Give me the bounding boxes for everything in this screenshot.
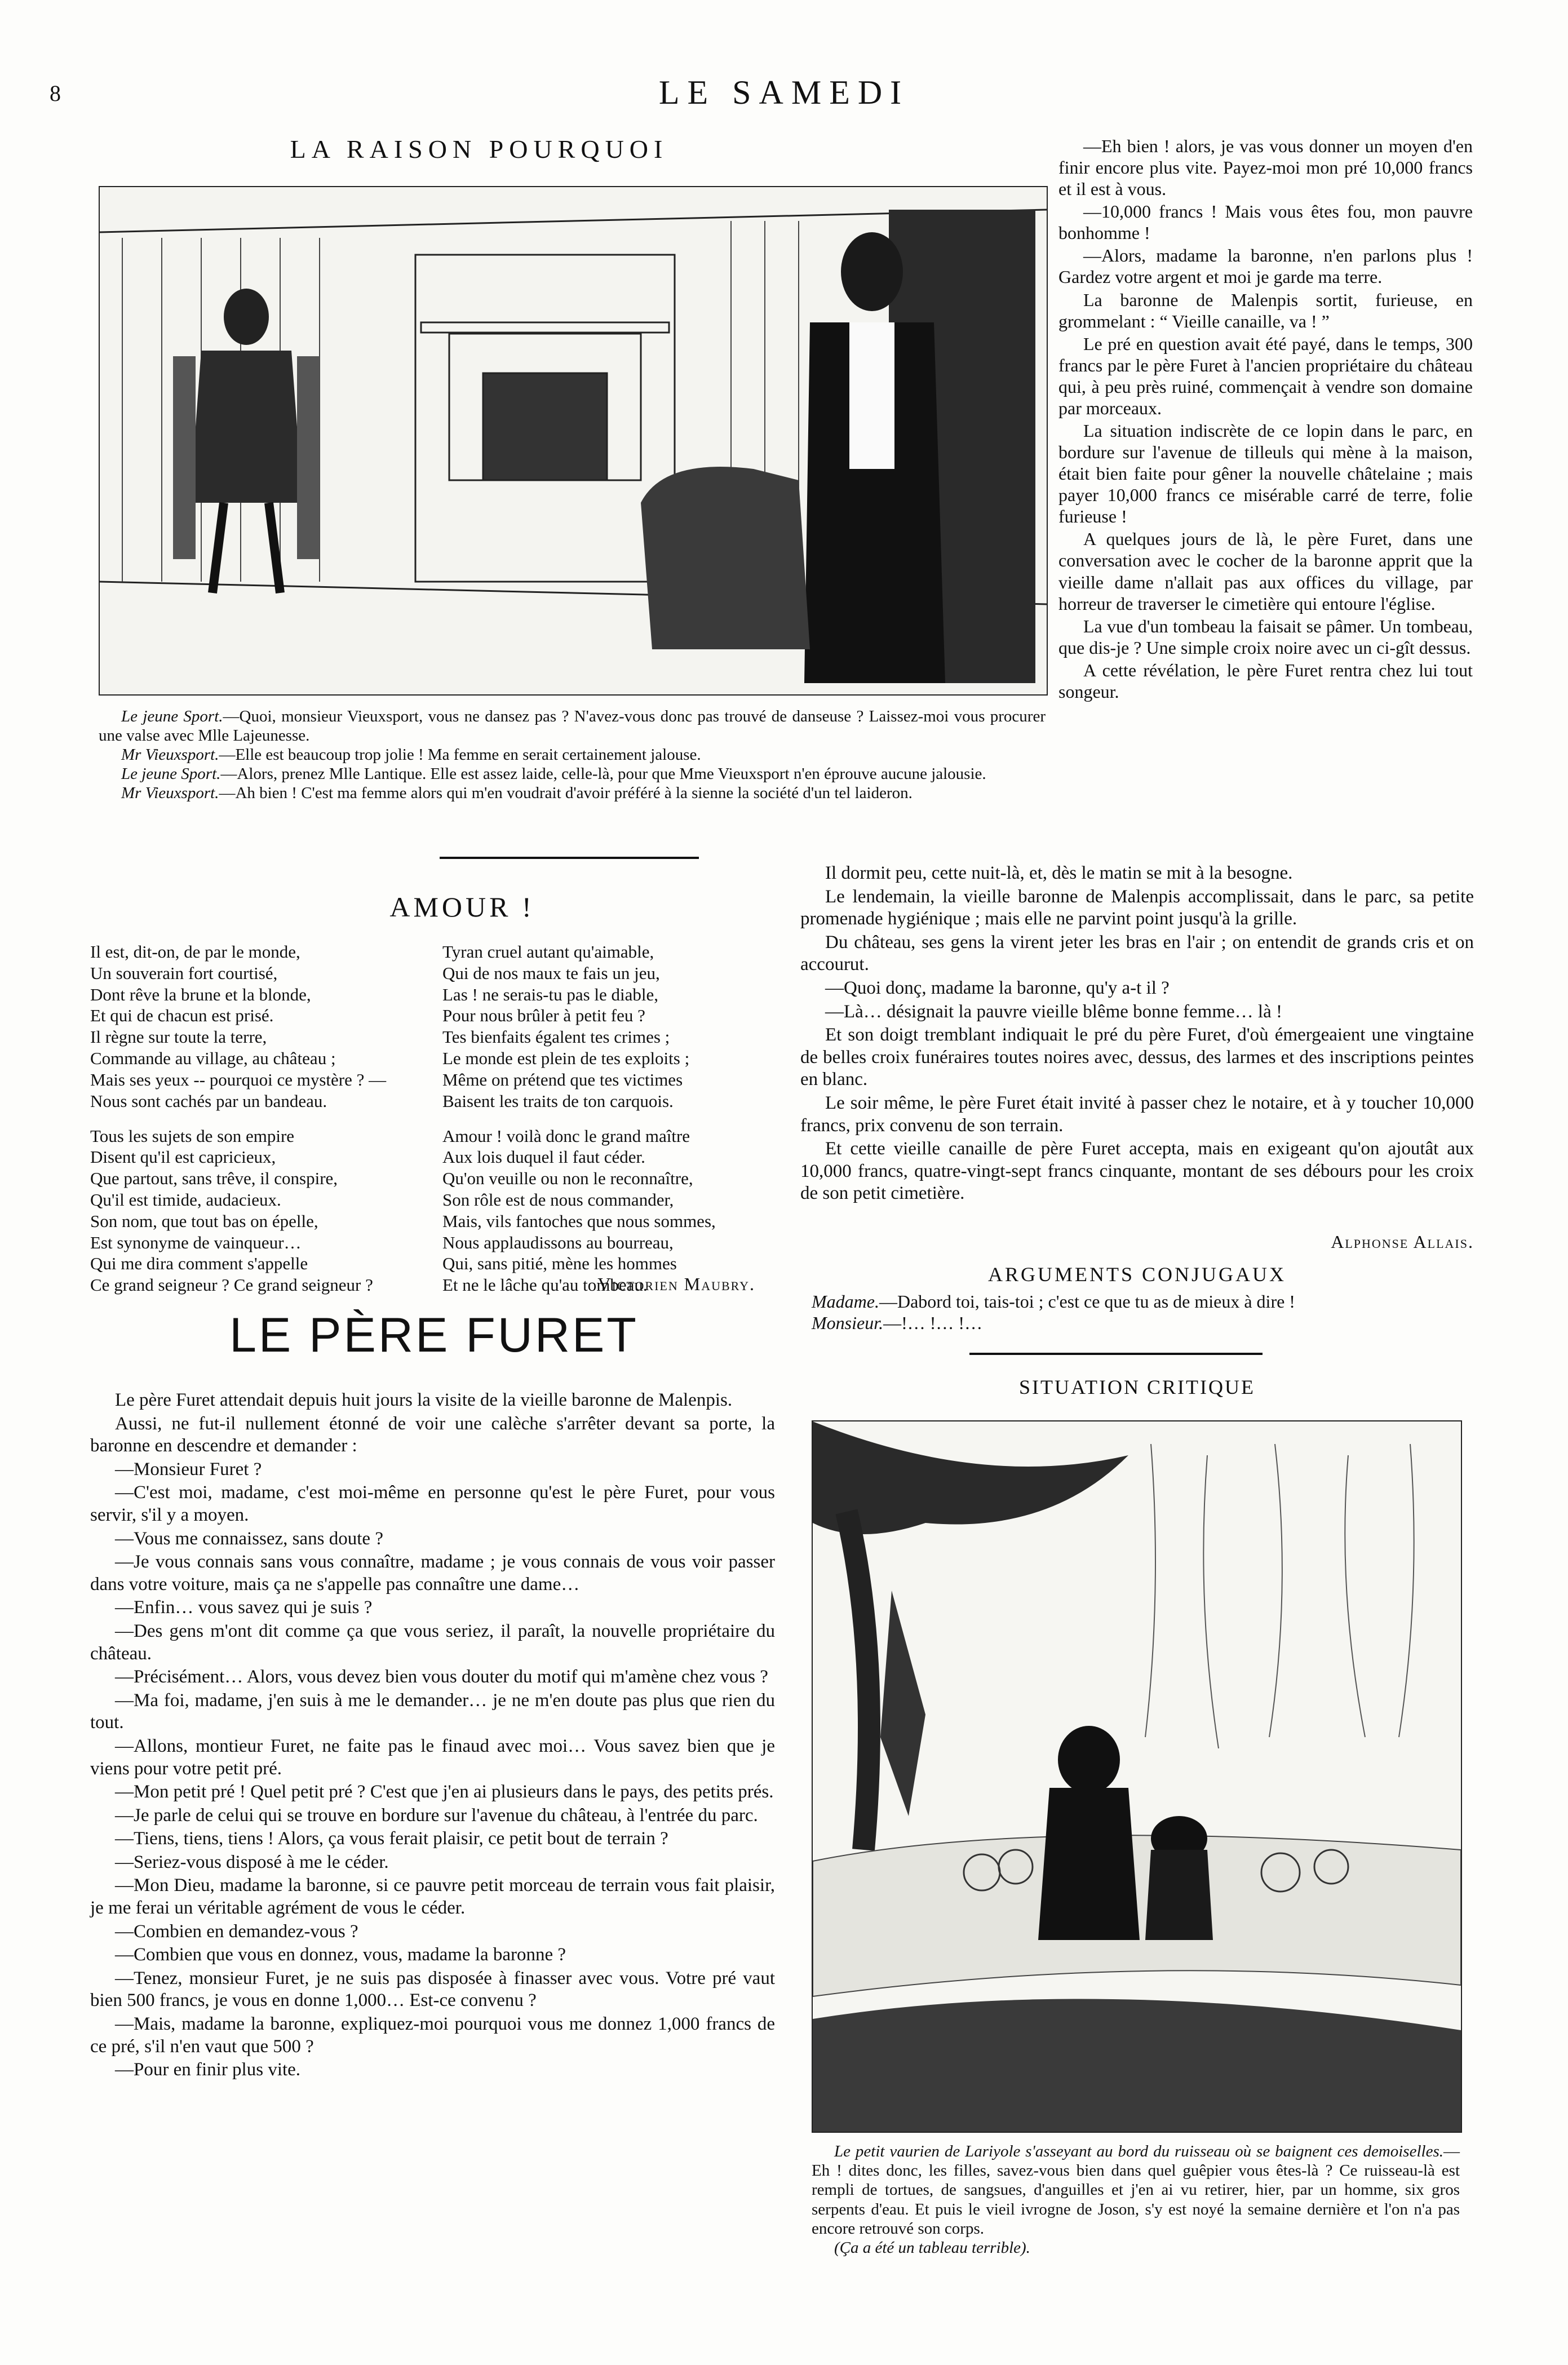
paragraph: —Là… désignait la pauvre vieille blême bonne femme… là ! [825, 1001, 1282, 1022]
paragraph: —Mais, madame la baronne, expliquez-moi pourquoi vous me donnez 1,000 francs de ce pré, s'il n'en vaut que 500 ? [90, 2014, 775, 2057]
caption-speaker: Le jeune Sport. [121, 707, 223, 725]
illustration-stream-scene [812, 1420, 1462, 2133]
raison-title: LA RAISON POURQUOI [290, 135, 668, 163]
poem-line: Dont rêve la brune et la blonde, [90, 984, 311, 1004]
paragraph: —10,000 francs ! Mais vous êtes fou, mon pauvre bonhomme ! [1058, 201, 1473, 243]
paragraph: Le pré en question avait été payé, dans le temps, 300 francs par le père Furet à l'ancien propriétaire du château qui, à peu près ruiné, commençait à vendre son domaine par morceaux. [1058, 333, 1473, 418]
paragraph: —Précisément… Alors, vous devez bien vous douter du motif qui m'amène chez vous ? [115, 1667, 768, 1688]
poem-line: Son nom, que tout bas on épelle, [90, 1211, 318, 1231]
poem-line: Mais ses yeux -- pourquoi ce mystère ? — [90, 1069, 387, 1090]
salon-drawing [100, 187, 1047, 694]
poem-line: Mais, vils fantoches que nous sommes, [442, 1211, 716, 1231]
paragraph: —Alors, madame la baronne, n'en parlons plus ! Gardez votre argent et moi je garde ma terre. [1058, 245, 1473, 287]
poem-line: Disent qu'il est capricieux, [90, 1147, 276, 1167]
paragraph: —Combien que vous en donnez, vous, madame la baronne ? [115, 1945, 566, 1965]
caption-line: —Elle est beaucoup trop jolie ! Ma femme en serait certainement jalouse. [219, 745, 701, 764]
poem-line: Amour ! voilà donc le grand maître [442, 1126, 690, 1146]
poem-line: Nous sont cachés par un bandeau. [90, 1091, 327, 1111]
paragraph: —Tiens, tiens, tiens ! Alors, ça vous ferait plaisir, ce petit bout de terrain ? [115, 1828, 668, 1849]
poem-line: Est synonyme de vainqueur… [90, 1232, 302, 1252]
arguments-dialogue [812, 1291, 1471, 1334]
caption-speaker: Le jeune Sport. [121, 764, 221, 783]
paragraph: A cette révélation, le père Furet rentra chez lui tout songeur. [1058, 659, 1473, 702]
paragraph: —Tenez, monsieur Furet, je ne suis pas disposée à finasser avec vous. Votre pré vaut bien 500 francs, je vous en donne 1,000… Est-ce convenu ? [90, 1968, 775, 2011]
poem-line: Commande au village, au château ; [90, 1048, 336, 1069]
divider-rule [969, 1353, 1263, 1355]
poem-line: Nous applaudissons au bourreau, [442, 1232, 674, 1252]
poem-line: Et ne le lâche qu'au tombeau. [442, 1275, 648, 1295]
poem-line: Tous les sujets de son empire [90, 1126, 295, 1146]
paragraph: Aussi, ne fut-il nullement étonné de voir une calèche s'arrêter devant sa porte, la baronne en descendre et demander : [90, 1413, 775, 1456]
arguments-title: ARGUMENTS CONJUGAUX [987, 1263, 1287, 1286]
paragraph: Le soir même, le père Furet était invité à passer chez le notaire, et à y toucher 10,000 francs, prix convenu de son terrain. [800, 1092, 1474, 1136]
poem-line: Aux lois duquel il faut céder. [442, 1147, 645, 1167]
speaker-monsieur: Monsieur. [812, 1313, 884, 1334]
paragraph: La baronne de Malenpis sortit, furieuse, en grommelant : “ Vieille canaille, va ! ” [1058, 289, 1473, 331]
poem-stanza [442, 941, 758, 1112]
poem-line: Pour nous brûler à petit feu ? [442, 1006, 645, 1026]
poem-line: Même on prétend que tes victimes [442, 1069, 683, 1090]
caption-speaker: Mr Vieuxsport. [121, 745, 219, 764]
paragraph: Le père Furet attendait depuis huit jours la visite de la vieille baronne de Malenpis. [115, 1390, 733, 1410]
paragraph: —C'est moi, madame, c'est moi-même en personne qu'est le père Furet, pour vous servir, s'il y a moyen. [90, 1482, 775, 1525]
divider-rule [440, 857, 699, 859]
caption-line: —Eh ! dites donc, les filles, savez-vous bien dans quel guêpier vous êtes-là ? Ce ruisseau-là est rempli de tortues, de sangsues, d'anguilles et j'en ai vu retirer, hier, par un homme, six gros serpents d'eau. Et puis le vieil ivrogne de Joson, s'y est noyé la semaine dernière et l'on n'a pas encore retrouvé son corps. [812, 2142, 1460, 2238]
furet-signature: Alphonse Allais. [1331, 1232, 1474, 1252]
poem-stanza [90, 1126, 440, 1296]
poem-line: Qui me dira comment s'appelle [90, 1254, 308, 1274]
poem-line: Ce grand seigneur ? Ce grand seigneur ? [90, 1275, 373, 1295]
poem-line: Il est, dit-on, de par le monde, [90, 942, 300, 962]
paragraph: —Des gens m'ont dit comme ça que vous seriez, il paraît, la nouvelle propriétaire du château. [90, 1620, 775, 1664]
dialogue-line: —!… !… !… [883, 1313, 983, 1334]
caption-speaker: Le petit vaurien de Lariyole s'asseyant au bord du ruisseau où se baignent ces demoiselles. [834, 2142, 1443, 2160]
furet-right-column [1058, 135, 1473, 703]
poem-line: Qui, sans pitié, mène les hommes [442, 1254, 677, 1274]
paragraph: —Combien en demandez-vous ? [115, 1921, 358, 1942]
illustration-salon-scene [99, 186, 1048, 696]
poem-line: Tes bienfaits égalent tes crimes ; [442, 1027, 670, 1047]
paragraph: —Mon Dieu, madame la baronne, si ce pauvre petit morceau de terrain vous fait plaisir, je me ferai un véritable agrément de vous le céder. [90, 1875, 775, 1919]
poem-line: Que partout, sans trêve, il conspire, [90, 1168, 338, 1189]
dialogue-line: —Dabord toi, tais-toi ; c'est ce que tu as de mieux à dire ! [879, 1291, 1295, 1312]
raison-caption [99, 707, 1046, 803]
paragraph: —Je parle de celui qui se trouve en bordure sur l'avenue du château, à l'entrée du parc. [115, 1805, 758, 1826]
paragraph: Le lendemain, la vieille baronne de Malenpis accomplissait, dans le parc, sa petite promenade hygiénique ; mais elle ne parvint point jusqu'à la grille. [800, 886, 1474, 929]
paragraph: —Quoi donç, madame la baronne, qu'y a-t il ? [825, 977, 1170, 998]
amour-signature: Victorien Maubry. [597, 1274, 755, 1294]
situation-caption [812, 2142, 1460, 2257]
amour-title: AMOUR ! [389, 891, 535, 923]
furet-wide-column [800, 862, 1474, 1206]
paragraph: —Vous me connaissez, sans doute ? [115, 1528, 383, 1549]
furet-left-column [90, 1389, 775, 2083]
paragraph: La vue d'un tombeau la faisait se pâmer. Un tombeau, que dis-je ? Une simple croix noire avec un ci-gît dessus. [1058, 615, 1473, 658]
poem-line: Qu'on veuille ou non le reconnaître, [442, 1168, 693, 1189]
paragraph: —Je vous connais sans vous connaître, madame ; je vous connais de vous voir passer dans votre voiture, mais ça ne s'appelle pas connaître une dame… [90, 1552, 775, 1595]
poem-line: Il règne sur toute la terre, [90, 1027, 267, 1047]
paragraph: —Enfin… vous savez qui je suis ? [115, 1597, 373, 1618]
paragraph: —Pour en finir plus vite. [115, 2060, 301, 2080]
furet-title: LE PÈRE FURET [229, 1308, 639, 1362]
masthead-title: LE SAMEDI [658, 74, 910, 111]
paragraph: Et cette vieille canaille de père Furet accepta, mais en exigeant qu'on ajoutât aux 10,000 francs, quatre-vingt-sept francs cinquante, montant de ses débours pour les croix de son petit cimetière. [800, 1139, 1474, 1204]
paragraph: La situation indiscrète de ce lopin dans le parc, en bordure sur l'avenue de tilleuls qui mène à la maison, était bien faite pour gêner la nouvelle châtelaine ; mais payer 10,000 francs ce misérable carré de terre, folie furieuse ! [1058, 420, 1473, 527]
caption-line: —Alors, prenez Mlle Lantique. Elle est assez laide, celle-là, pour que Mme Vieuxsport n'en éprouve aucune jalousie. [220, 764, 986, 783]
paragraph: —Seriez-vous disposé à me le céder. [115, 1852, 389, 1872]
caption-end: (Ça a été un tableau terrible). [834, 2239, 1030, 2257]
paragraph: —Ma foi, madame, j'en suis à me le demander… je ne m'en doute pas plus que rien du tout. [90, 1690, 775, 1733]
amour-poem-left [90, 941, 440, 1309]
speaker-madame: Madame. [812, 1291, 879, 1312]
paragraph: —Eh bien ! alors, je vas vous donner un moyen d'en finir encore plus vite. Payez-moi mon pré 10,000 francs et il est à vous. [1058, 136, 1473, 200]
paragraph: Du château, ses gens la virent jeter les bras en l'air ; on entendit de grands cris et on accourut. [800, 932, 1474, 975]
paragraph: —Allons, montieur Furet, ne faite pas le finaud avec moi… Vous savez bien que je viens pour votre petit pré. [90, 1735, 775, 1779]
paragraph: Et son doigt tremblant indiquait le pré du père Furet, d'où émergeaient une vingtaine de belles croix funéraires toutes noires avec, dessus, des larmes et des inscriptions peintes en blanc. [800, 1025, 1474, 1090]
stream-drawing [813, 1421, 1461, 2132]
caption-speaker: Mr Vieuxsport. [121, 783, 219, 802]
poem-line: Las ! ne serais-tu pas le diable, [442, 984, 659, 1004]
paragraph: —Mon petit pré ! Quel petit pré ? C'est que j'en ai plusieurs dans le pays, des petits prés. [115, 1782, 774, 1802]
paragraph: A quelques jours de là, le père Furet, dans une conversation avec le cocher de la baronne apprit que la vieille dame n'allait pas aux offices du village, par horreur de traverser le cimetière qui entoure l'église. [1058, 529, 1473, 614]
paragraph: —Monsieur Furet ? [115, 1459, 262, 1480]
poem-line: Son rôle est de nous commander, [442, 1189, 674, 1210]
poem-line: Qui de nos maux te fais un jeu, [442, 963, 660, 983]
poem-line: Baisent les traits de ton carquois. [442, 1091, 674, 1111]
page-number: 8 [50, 81, 61, 106]
paragraph: Il dormit peu, cette nuit-là, et, dès le matin se mit à la besogne. [825, 863, 1293, 883]
situation-title: SITUATION CRITIQUE [1019, 1376, 1255, 1398]
poem-stanza [90, 941, 440, 1112]
caption-line: —Ah bien ! C'est ma femme alors qui m'en voudrait d'avoir préféré à la sienne la société d'un tel laideron. [219, 783, 913, 802]
poem-line: Et qui de chacun est prisé. [90, 1006, 274, 1026]
poem-stanza [442, 1126, 758, 1296]
poem-line: Le monde est plein de tes exploits ; [442, 1048, 690, 1069]
poem-line: Tyran cruel autant qu'aimable, [442, 942, 654, 962]
poem-line: Qu'il est timide, audacieux. [90, 1189, 281, 1210]
poem-line: Un souverain fort courtisé, [90, 963, 278, 983]
amour-poem-right [442, 941, 758, 1309]
caption-line: —Quoi, monsieur Vieuxsport, vous ne dansez pas ? N'avez-vous donc pas trouvé de danseuse ? Laissez-moi vous procurer une valse avec Mlle Lajeunesse. [99, 707, 1046, 745]
